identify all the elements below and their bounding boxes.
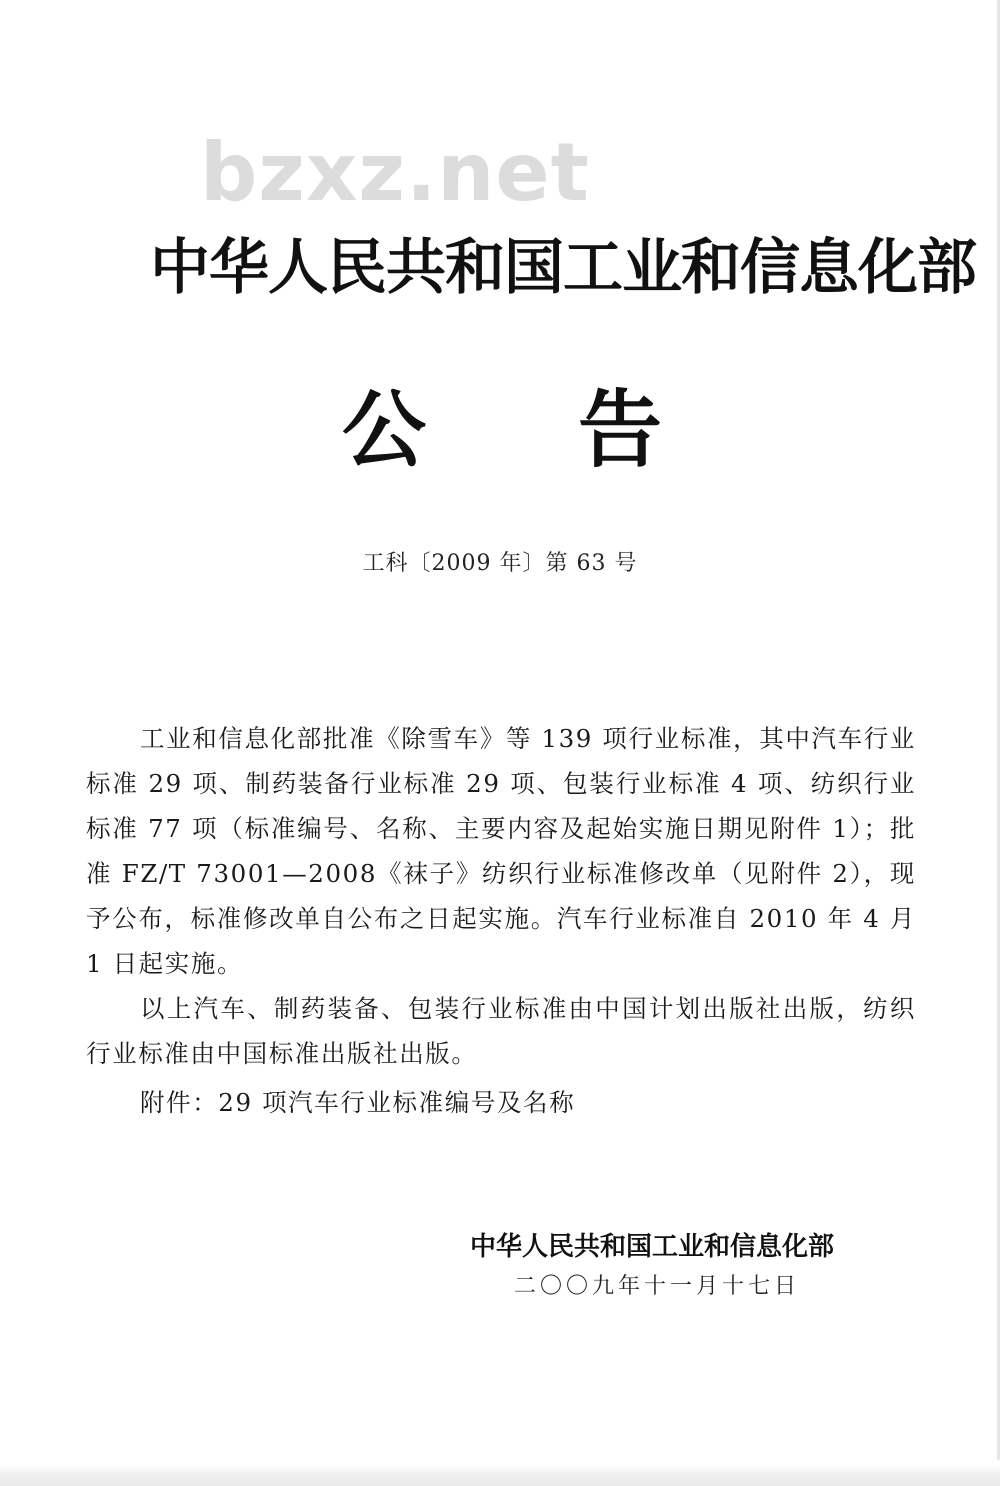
organization-title: 中华人民共和国工业和信息化部 xyxy=(150,233,976,303)
document-number: 工科〔2009 年〕第 63 号 xyxy=(362,551,638,576)
body-paragraph-1: 工业和信息化部批准《除雪车》等 139 项行业标准，其中汽车行业标准 29 项、制药装备行业标准 29 项、包装行业标准 4 项、纺织行业标准 77 项（标准编号、名称、主要内容及起始实施日期见附件 1）；批准 FZ/T 73001—2008《袜子》纺织行业标准修改单（见附件 2），现予公布，标准修改单自公布之日起实施。汽车行业标准自 2010 年 4 月 1 日起实施。 xyxy=(86,724,916,978)
notice-title-char-1: 公 xyxy=(342,380,427,479)
watermark: bzxz.net xyxy=(200,126,590,219)
attachment-line: 附件：29 项汽车行业标准编号及名称 xyxy=(140,1088,576,1117)
page-bottom-edge xyxy=(0,1464,1000,1486)
signature-organization: 中华人民共和国工业和信息化部 xyxy=(470,1232,835,1262)
body-text xyxy=(86,716,916,1125)
signature-date: 二〇〇九年十一月十七日 xyxy=(514,1274,801,1299)
body-paragraph-2: 以上汽车、制药装备、包装行业标准由中国计划出版社出版，纺织行业标准由中国标准出版社出版。 xyxy=(86,994,916,1068)
notice-title-char-2: 告 xyxy=(578,380,663,479)
notice-title xyxy=(0,380,1000,480)
